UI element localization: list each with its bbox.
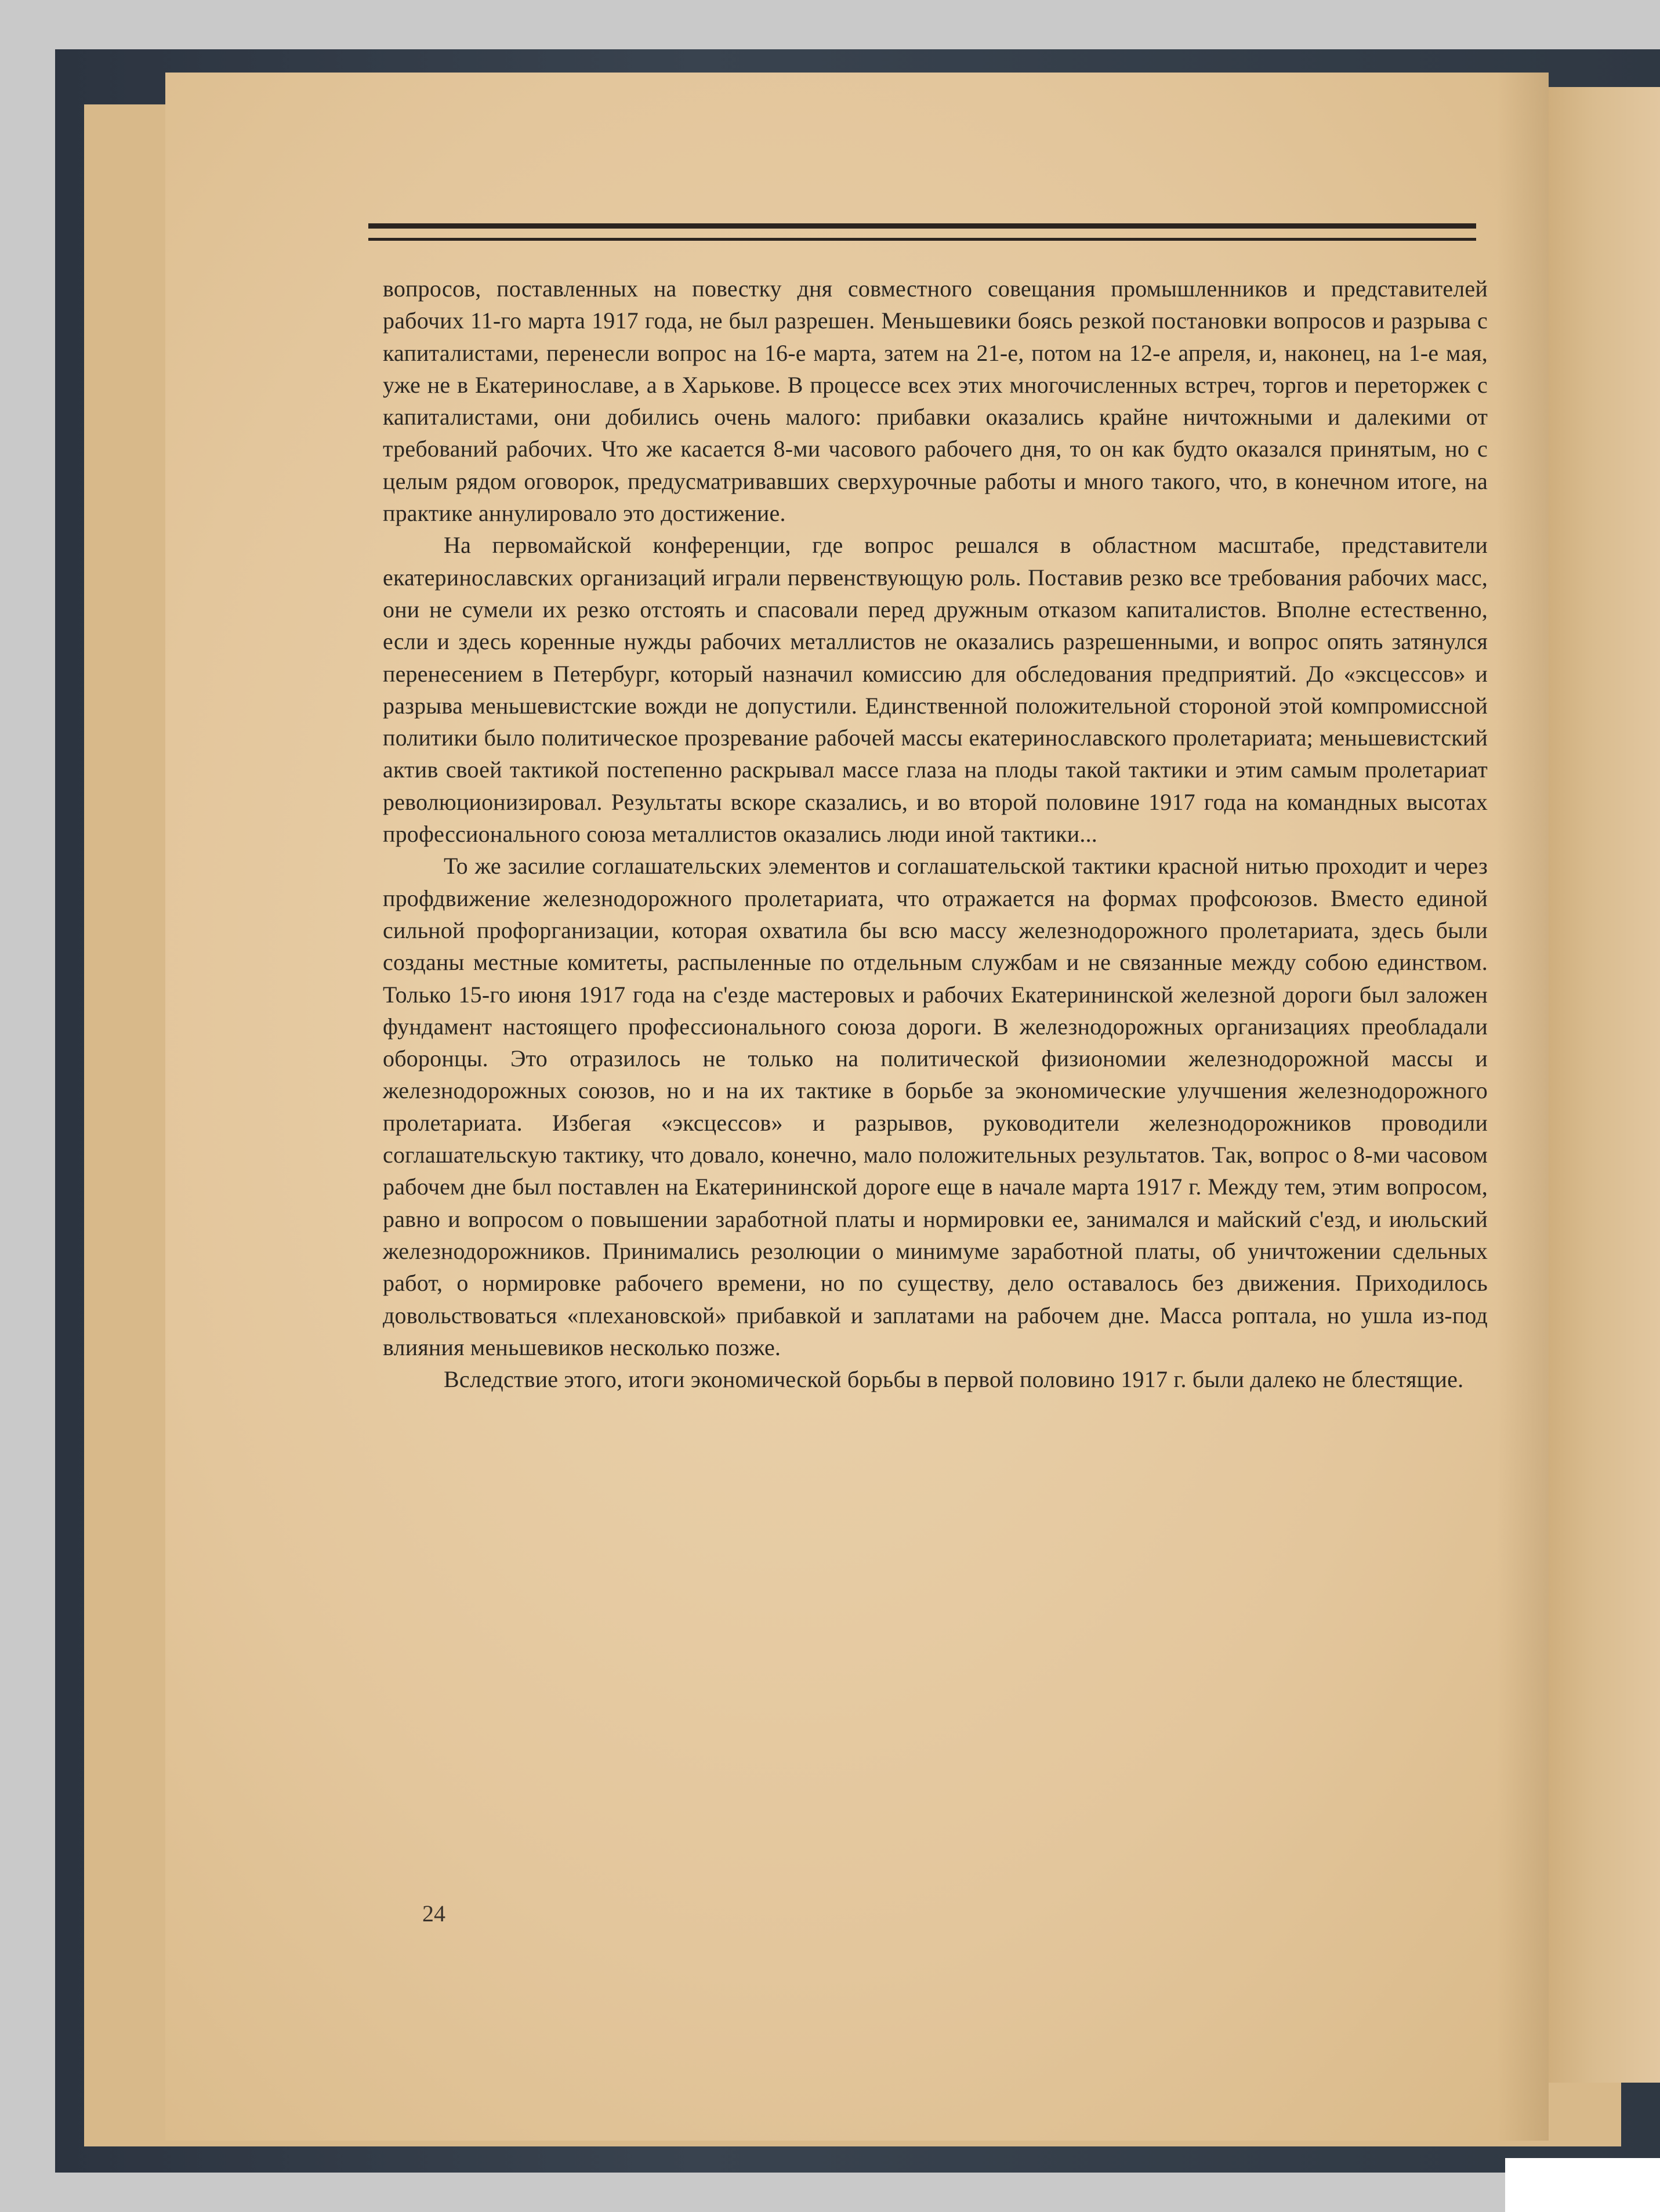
page-number: 24	[422, 1900, 445, 1927]
body-text	[383, 273, 1488, 1395]
header-rule-thin	[368, 238, 1476, 241]
scan-background-corner	[1505, 2158, 1660, 2212]
paragraph-3: То же засилие соглашательских элементов и соглашательской тактики красной нитью проходит и через профдвижение железнодорожного пролетариата, что отражается на формах профсоюзов. Вместо единой сильной профорганизации, которая охватила бы всю массу железнодорожного пролетариата, здесь были созданы местные комитеты, распыленные по отдельным службам и не связанные между собою единством. Только 15-го июня 1917 года на с'езде мастеровых и рабочих Екатерининской железной дороги был заложен фундамент настоящего профессионального союза дороги. В железнодорожных организациях преобладали оборонцы. Это отразилось не только на политической физиономии железнодорожной массы и железнодорожных союзов, но и на их тактике в борьбе за экономические улучшения железнодорожного пролетариата. Избегая «эксцессов» и разрывов, руководители железнодорожников проводили соглашательскую тактику, что довало, конечно, мало положительных результатов. Так, вопрос о 8-ми часовом рабочем дне был поставлен на Екатерининской дороге еще в начале марта 1917 г. Между тем, этим вопросом, равно и вопросом о повышении заработной платы и нормировки ее, занимался и майский с'езд, и июльский железнодорожников. Принимались резолюции о минимуме заработной платы, об уничтожении сдельных работ, о нормировке рабочего времени, но по существу, дело оставалось без движения. Приходилось довольствоваться «плехановской» прибавкой и заплатами на рабочем дне. Масса роптала, но ушла из-под влияния меньшевиков несколько позже.	[383, 853, 1488, 1360]
paragraph-2: На первомайской конференции, где вопрос решался в областном масштабе, представители екатеринославских организаций играли первенствующую роль. Поставив резко все требования рабочих масс, они не сумели их резко отстоять и спасовали перед дружным отказом капиталистов. Вполне естественно, если и здесь коренные нужды рабочих металлистов не оказались разрешенными, и вопрос опять затянулся перенесением в Петербург, который назначил комиссию для обследования предприятий. До «эксцессов» и разрыва меньшевистские вожди не допустили. Единственной положительной стороной этой компромиссной политики было политическое прозревание рабочей массы екатеринославского пролетариата; меньшевистский актив своей тактикой постепенно раскрывал массе глаза на плоды такой тактики и этим самым пролетариат революционизировал. Результаты вскоре сказались, и во второй половине 1917 года на командных высотах профессионального союза металлистов оказались люди иной тактики...	[383, 532, 1488, 848]
header-rule-thick	[368, 223, 1476, 229]
paragraph-1: вопросов, поставленных на повестку дня совместного совещания промышленников и представителей рабочих 11-го марта 1917 года, не был разрешен. Меньшевики боясь резкой постановки вопросов и разрыва с капиталистами, перенесли вопрос на 16-е марта, затем на 21-е, потом на 12-е апреля, и, наконец, на 1-е мая, уже не в Екатеринославе, а в Харькове. В процессе всех этих многочисленных встреч, торгов и переторжек с капиталистами, они добились очень малого: прибавки оказались крайне ничтожными и далекими от требований рабочих. Что же касается 8-ми часового рабочего дня, то он как будто оказался принятым, но с целым рядом оговорок, предусматривавших сверхурочные работы и много такого, что, в конечном итоге, на практике аннулировало это достижение.	[383, 276, 1488, 527]
page-gutter-shadow	[1496, 73, 1549, 2141]
paragraph-4: Вследствие этого, итоги экономической борьбы в первой половино 1917 г. были далеко не блестящие.	[444, 1366, 1464, 1393]
facing-page-edge	[1549, 87, 1660, 2083]
